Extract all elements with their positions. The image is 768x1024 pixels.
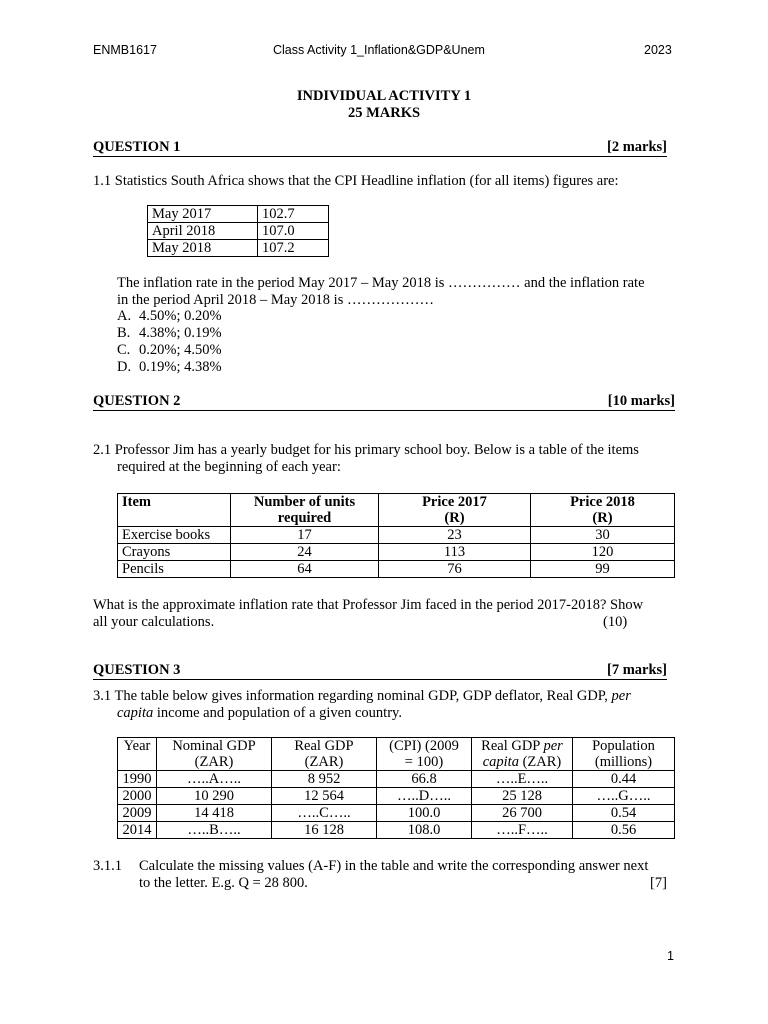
question-1-stem-line1: The inflation rate in the period May 2017 – May 2018 is …………… and the inflation rate — [117, 275, 645, 291]
question-2-intro-line1: 2.1 Professor Jim has a yearly budget for his primary school boy. Below is a table of the items — [93, 442, 639, 458]
real-gdp-per-capita-cell: 26 700 — [472, 805, 573, 822]
question-3-heading — [93, 662, 667, 680]
question-2-prompt-line2: all your calculations. — [93, 614, 215, 630]
cpi-period: May 2018 — [148, 240, 258, 257]
real-gdp-cell: 12 564 — [272, 788, 377, 805]
table-row — [118, 771, 675, 788]
item-price-2017: 113 — [379, 544, 531, 561]
question-2-marks: [10 marks] — [607, 393, 675, 409]
cpi-table — [147, 205, 329, 257]
table-row — [118, 822, 675, 839]
population-cell: 0.44 — [573, 771, 675, 788]
table-header-row — [118, 738, 675, 771]
table-row — [148, 206, 329, 223]
column-header-cpi: (CPI) (2009 = 100) — [377, 738, 472, 771]
question-3-intro-line2: capita income and population of a given country. — [117, 705, 402, 721]
question-1-heading — [93, 139, 667, 157]
nominal-gdp-cell: …..B….. — [157, 822, 272, 839]
table-row — [118, 788, 675, 805]
real-gdp-per-capita-cell: 25 128 — [472, 788, 573, 805]
option-d: D. 0.19%; 4.38% — [117, 359, 222, 375]
table-row — [118, 805, 675, 822]
page-number: 1 — [667, 949, 674, 963]
question-2-prompt-line1: What is the approximate inflation rate that Professor Jim faced in the period 2017-2018? Show — [93, 597, 644, 613]
cpi-cell: …..D….. — [377, 788, 472, 805]
item-units: 17 — [231, 527, 379, 544]
nominal-gdp-cell: 14 418 — [157, 805, 272, 822]
column-header-units: Number of units required — [231, 494, 379, 527]
question-3-sub-line1: Calculate the missing values (A-F) in the table and write the corresponding answer next — [139, 858, 649, 874]
column-header-price-2017: Price 2017 (R) — [379, 494, 531, 527]
real-gdp-cell: 16 128 — [272, 822, 377, 839]
option-b: B. 4.38%; 0.19% — [117, 325, 222, 341]
table-row — [118, 561, 675, 578]
option-c: C. 0.20%; 4.50% — [117, 342, 222, 358]
cpi-value: 107.2 — [258, 240, 329, 257]
activity-title: INDIVIDUAL ACTIVITY 1 — [296, 88, 472, 104]
header-course-code: ENMB1617 — [93, 43, 157, 57]
item-name: Crayons — [118, 544, 231, 561]
item-units: 64 — [231, 561, 379, 578]
question-3-sub-marks: [7] — [650, 875, 667, 891]
column-header-year: Year — [118, 738, 157, 771]
table-row — [118, 544, 675, 561]
real-gdp-cell: …..C….. — [272, 805, 377, 822]
nominal-gdp-cell: …..A….. — [157, 771, 272, 788]
column-header-population: Population (millions) — [573, 738, 675, 771]
question-3-marks: [7 marks] — [606, 662, 667, 678]
question-3-intro-line1: 3.1 The table below gives information regarding nominal GDP, GDP deflator, Real GDP, per — [93, 688, 631, 704]
item-price-2018: 30 — [531, 527, 675, 544]
activity-marks: 25 MARKS — [347, 105, 421, 121]
real-gdp-per-capita-cell: …..E….. — [472, 771, 573, 788]
year-cell: 2000 — [118, 788, 157, 805]
item-units: 24 — [231, 544, 379, 561]
cpi-value: 102.7 — [258, 206, 329, 223]
cpi-period: April 2018 — [148, 223, 258, 240]
table-header-row — [118, 494, 675, 527]
column-header-price-2018: Price 2018 (R) — [531, 494, 675, 527]
table-row — [118, 527, 675, 544]
gdp-table — [117, 737, 675, 839]
item-price-2018: 99 — [531, 561, 675, 578]
option-a: A. 4.50%; 0.20% — [117, 308, 222, 324]
year-cell: 2009 — [118, 805, 157, 822]
item-name: Pencils — [118, 561, 231, 578]
nominal-gdp-cell: 10 290 — [157, 788, 272, 805]
question-1-stem-line2: in the period April 2018 – May 2018 is ……………… — [117, 292, 434, 308]
budget-table — [117, 493, 675, 578]
question-2-title: QUESTION 2 — [93, 393, 181, 409]
question-2-prompt-marks: (10) — [603, 614, 628, 630]
question-3-title: QUESTION 3 — [93, 662, 181, 678]
header-year: 2023 — [644, 43, 672, 57]
year-cell: 1990 — [118, 771, 157, 788]
column-header-nominal-gdp: Nominal GDP (ZAR) — [157, 738, 272, 771]
question-1-intro: 1.1 Statistics South Africa shows that the CPI Headline inflation (for all items) figures are: — [93, 173, 619, 189]
cpi-value: 107.0 — [258, 223, 329, 240]
question-1-options — [117, 308, 222, 376]
question-3-sub-line2: to the letter. E.g. Q = 28 800. — [139, 875, 308, 891]
question-2-intro-line2: required at the beginning of each year: — [117, 459, 341, 475]
question-3-sub-number: 3.1.1 — [93, 858, 122, 874]
header-document-title: Class Activity 1_Inflation&GDP&Unem — [273, 43, 485, 57]
cpi-cell: 66.8 — [377, 771, 472, 788]
question-1-marks: [2 marks] — [606, 139, 667, 155]
item-name: Exercise books — [118, 527, 231, 544]
year-cell: 2014 — [118, 822, 157, 839]
table-row — [148, 240, 329, 257]
item-price-2018: 120 — [531, 544, 675, 561]
population-cell: 0.56 — [573, 822, 675, 839]
column-header-real-gdp-per-capita: Real GDP per capita (ZAR) — [472, 738, 573, 771]
cpi-cell: 108.0 — [377, 822, 472, 839]
cpi-period: May 2017 — [148, 206, 258, 223]
real-gdp-cell: 8 952 — [272, 771, 377, 788]
item-price-2017: 76 — [379, 561, 531, 578]
question-1-title: QUESTION 1 — [93, 139, 181, 155]
cpi-cell: 100.0 — [377, 805, 472, 822]
population-cell: …..G….. — [573, 788, 675, 805]
item-price-2017: 23 — [379, 527, 531, 544]
table-row — [148, 223, 329, 240]
population-cell: 0.54 — [573, 805, 675, 822]
column-header-item: Item — [118, 494, 231, 527]
column-header-real-gdp: Real GDP (ZAR) — [272, 738, 377, 771]
question-2-heading — [93, 393, 675, 411]
real-gdp-per-capita-cell: …..F….. — [472, 822, 573, 839]
